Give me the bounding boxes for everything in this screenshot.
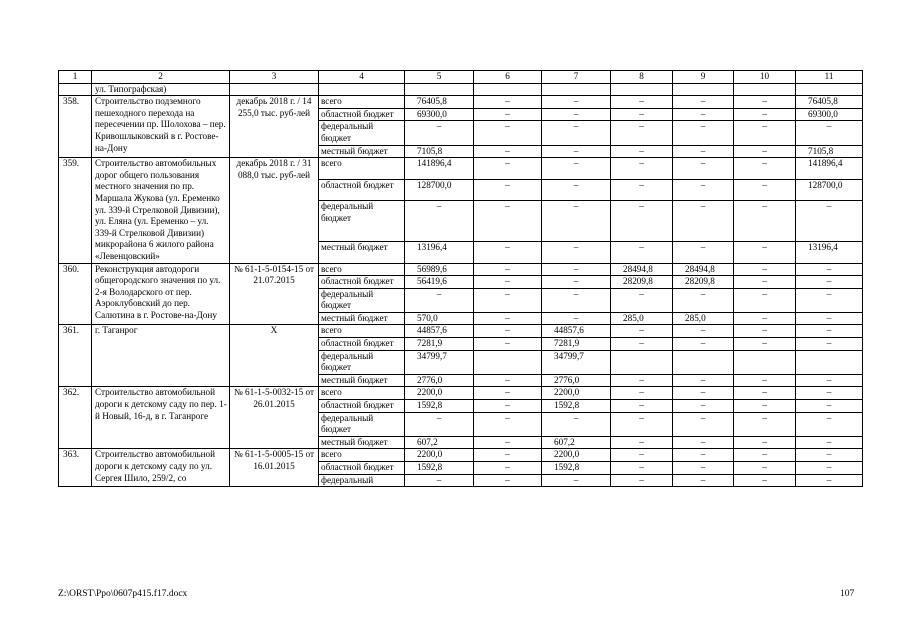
amount-cell: – (796, 400, 863, 413)
header-cell: 5 (405, 71, 474, 84)
amount-cell: – (796, 276, 863, 289)
amount-cell: 1592,8 (542, 400, 611, 413)
amount-cell: – (734, 462, 796, 475)
amount-cell (611, 350, 673, 374)
amount-cell: – (405, 288, 474, 312)
amount-cell: – (673, 400, 734, 413)
amount-cell: – (796, 436, 863, 449)
header-row (59, 71, 863, 84)
table-row (59, 158, 863, 179)
funding-source: местный бюджет (319, 374, 405, 387)
amount-cell: – (611, 387, 673, 400)
file-path: Z:\ORST\Ppo\0607p415.f17.docx (58, 589, 188, 599)
amount-cell: – (405, 474, 474, 487)
amount-cell: – (611, 436, 673, 449)
amount-cell: – (673, 374, 734, 387)
amount-cell: 7105,8 (405, 145, 474, 158)
amount-cell: – (796, 288, 863, 312)
amount-cell: – (673, 108, 734, 121)
row-number: 362. (59, 387, 92, 449)
amount-cell: – (796, 412, 863, 436)
amount-cell: 34799,7 (405, 350, 474, 374)
amount-cell: – (673, 288, 734, 312)
amount-cell: – (611, 338, 673, 351)
amount-cell: – (734, 242, 796, 263)
amount-cell: – (734, 400, 796, 413)
amount-cell: – (673, 387, 734, 400)
amount-cell: – (734, 387, 796, 400)
amount-cell: – (673, 338, 734, 351)
funding-source: всего (319, 263, 405, 276)
amount-cell: – (796, 449, 863, 462)
amount-cell: – (734, 412, 796, 436)
funding-source: всего (319, 387, 405, 400)
amount-cell: – (474, 96, 542, 109)
amount-cell: 28209,8 (673, 276, 734, 289)
amount-cell (673, 350, 734, 374)
amount-cell: – (734, 374, 796, 387)
amount-cell: 128700,0 (796, 179, 863, 200)
continuation-row (59, 83, 863, 96)
amount-cell: – (542, 96, 611, 109)
budget-table (58, 70, 863, 487)
amount-cell: – (474, 108, 542, 121)
amount-cell: – (474, 158, 542, 179)
row-number: 361. (59, 325, 92, 387)
amount-cell: – (673, 325, 734, 338)
amount-cell: – (542, 108, 611, 121)
amount-cell: – (611, 242, 673, 263)
row-number: 358. (59, 96, 92, 158)
amount-cell: – (474, 387, 542, 400)
header-cell: 6 (474, 71, 542, 84)
amount-cell: – (796, 387, 863, 400)
table-row (59, 263, 863, 276)
header-cell: 11 (796, 71, 863, 84)
amount-cell: – (611, 325, 673, 338)
amount-cell: – (542, 412, 611, 436)
amount-cell: – (611, 288, 673, 312)
amount-cell: – (734, 179, 796, 200)
amount-cell: 7105,8 (796, 145, 863, 158)
amount-cell: – (734, 108, 796, 121)
amount-cell: – (734, 121, 796, 145)
amount-cell: 570,0 (405, 312, 474, 325)
amount-cell: – (673, 449, 734, 462)
amount-cell: 285,0 (673, 312, 734, 325)
document-info: декабрь 2018 г. / 31 088,0 тыс. руб-лей (230, 158, 319, 263)
amount-cell: – (734, 200, 796, 241)
table-row (59, 387, 863, 400)
funding-source: федеральный бюджет (319, 200, 405, 241)
amount-cell: – (542, 263, 611, 276)
amount-cell: 2776,0 (542, 374, 611, 387)
amount-cell: – (474, 462, 542, 475)
amount-cell: 607,2 (405, 436, 474, 449)
funding-source: местный бюджет (319, 145, 405, 158)
amount-cell: – (474, 179, 542, 200)
amount-cell: – (611, 374, 673, 387)
amount-cell: 1592,8 (542, 462, 611, 475)
amount-cell: 13196,4 (796, 242, 863, 263)
amount-cell: 1592,8 (405, 462, 474, 475)
table-row (59, 325, 863, 338)
header-cell: 3 (230, 71, 319, 84)
amount-cell: – (611, 462, 673, 475)
funding-source: всего (319, 96, 405, 109)
funding-source: местный бюджет (319, 312, 405, 325)
amount-cell: 56989,6 (405, 263, 474, 276)
header-cell: 1 (59, 71, 92, 84)
amount-cell: – (796, 121, 863, 145)
amount-cell: – (673, 96, 734, 109)
amount-cell: – (611, 449, 673, 462)
header-cell: 9 (673, 71, 734, 84)
amount-cell: – (542, 145, 611, 158)
amount-cell: – (734, 449, 796, 462)
amount-cell: 7281,9 (405, 338, 474, 351)
header-cell: 10 (734, 71, 796, 84)
amount-cell: – (542, 242, 611, 263)
amount-cell: – (796, 263, 863, 276)
table-body (59, 71, 863, 487)
amount-cell: – (474, 338, 542, 351)
amount-cell: – (734, 474, 796, 487)
amount-cell: 69300,0 (796, 108, 863, 121)
amount-cell: 76405,8 (405, 96, 474, 109)
amount-cell: 141896,4 (796, 158, 863, 179)
amount-cell: 2200,0 (405, 387, 474, 400)
amount-cell: – (542, 158, 611, 179)
row-number: 363. (59, 449, 92, 487)
amount-cell: – (474, 400, 542, 413)
document-info: № 61-1-5-0154-15 от 21.07.2015 (230, 263, 319, 325)
amount-cell: – (673, 462, 734, 475)
header-cell: 7 (542, 71, 611, 84)
amount-cell: – (474, 449, 542, 462)
object-name: Строительство подземного пешеходного перехода на пересечении пр. Шолохова – пер. Кривошлыковский в г. Ростове-на-Дону (92, 96, 230, 158)
amount-cell: 7281,9 (542, 338, 611, 351)
header-cell: 4 (319, 71, 405, 84)
amount-cell: – (542, 474, 611, 487)
amount-cell: – (474, 374, 542, 387)
amount-cell: – (611, 108, 673, 121)
amount-cell: 44857,6 (542, 325, 611, 338)
amount-cell: 13196,4 (405, 242, 474, 263)
funding-source: областной бюджет (319, 338, 405, 351)
amount-cell: – (611, 158, 673, 179)
amount-cell: 607,2 (542, 436, 611, 449)
amount-cell: – (611, 200, 673, 241)
amount-cell: – (673, 436, 734, 449)
amount-cell: 2776,0 (405, 374, 474, 387)
amount-cell: – (796, 462, 863, 475)
table-row (59, 449, 863, 462)
amount-cell: 34799,7 (542, 350, 611, 374)
amount-cell: – (474, 145, 542, 158)
amount-cell: – (734, 338, 796, 351)
amount-cell: – (474, 263, 542, 276)
amount-cell: – (673, 412, 734, 436)
object-name: Реконструкция автодороги общегородского значения по ул. 2-я Володарского от пер. Аэроклубовский до пер. Салютина в г. Ростове-на-Дону (92, 263, 230, 325)
amount-cell: – (673, 145, 734, 158)
amount-cell: – (542, 276, 611, 289)
amount-cell: 2200,0 (405, 449, 474, 462)
funding-source: федеральный бюджет (319, 350, 405, 374)
amount-cell: – (673, 474, 734, 487)
header-cell: 8 (611, 71, 673, 84)
amount-cell: – (611, 121, 673, 145)
funding-source: федеральный бюджет (319, 412, 405, 436)
amount-cell: – (405, 200, 474, 241)
amount-cell: 128700,0 (405, 179, 474, 200)
amount-cell: – (796, 325, 863, 338)
amount-cell: – (474, 276, 542, 289)
amount-cell: 69300,0 (405, 108, 474, 121)
amount-cell: 56419,6 (405, 276, 474, 289)
object-name: Строительство автомобильной дороги к детскому саду по пер. 1-й Новый, 16-д, в г. Таганроге (92, 387, 230, 449)
amount-cell: – (673, 121, 734, 145)
amount-cell: – (734, 263, 796, 276)
funding-source: областной бюджет (319, 462, 405, 475)
amount-cell: – (474, 412, 542, 436)
amount-cell: – (673, 158, 734, 179)
funding-source: всего (319, 325, 405, 338)
funding-source: федеральный бюджет (319, 121, 405, 145)
amount-cell: – (734, 96, 796, 109)
document-info: декабрь 2018 г. / 14 255,0 тыс. руб-лей (230, 96, 319, 158)
amount-cell (796, 350, 863, 374)
page-number: 107 (840, 589, 855, 599)
amount-cell: 76405,8 (796, 96, 863, 109)
funding-source: всего (319, 449, 405, 462)
amount-cell: – (734, 436, 796, 449)
amount-cell: – (673, 242, 734, 263)
funding-source: областной бюджет (319, 179, 405, 200)
amount-cell: – (796, 312, 863, 325)
continuation-text: ул. Типографская) (92, 83, 230, 96)
object-name: Строительство автомобильной дороги к детскому саду по ул. Сергея Шило, 259/2, со (92, 449, 230, 487)
amount-cell: – (734, 158, 796, 179)
amount-cell: – (673, 179, 734, 200)
amount-cell: – (611, 96, 673, 109)
amount-cell: – (796, 474, 863, 487)
amount-cell: – (796, 200, 863, 241)
amount-cell: – (734, 288, 796, 312)
document-info: Х (230, 325, 319, 387)
funding-source: местный бюджет (319, 436, 405, 449)
amount-cell: – (542, 312, 611, 325)
amount-cell: 28494,8 (673, 263, 734, 276)
document-info: № 61-1-5-0032-15 от 26.01.2015 (230, 387, 319, 449)
amount-cell: – (474, 200, 542, 241)
funding-source: федеральный (319, 474, 405, 487)
amount-cell: – (796, 374, 863, 387)
amount-cell: – (611, 145, 673, 158)
amount-cell: 2200,0 (542, 387, 611, 400)
amount-cell: 28494,8 (611, 263, 673, 276)
amount-cell (474, 350, 542, 374)
amount-cell: 28209,8 (611, 276, 673, 289)
amount-cell: – (474, 325, 542, 338)
amount-cell: – (673, 200, 734, 241)
amount-cell: – (611, 400, 673, 413)
funding-source: областной бюджет (319, 400, 405, 413)
amount-cell: – (542, 200, 611, 241)
amount-cell: – (474, 474, 542, 487)
amount-cell (734, 350, 796, 374)
amount-cell: – (734, 276, 796, 289)
amount-cell: 2200,0 (542, 449, 611, 462)
amount-cell: – (542, 121, 611, 145)
amount-cell: 141896,4 (405, 158, 474, 179)
amount-cell: – (611, 412, 673, 436)
amount-cell: – (405, 412, 474, 436)
amount-cell: – (734, 325, 796, 338)
header-cell: 2 (92, 71, 230, 84)
amount-cell: – (474, 121, 542, 145)
object-name: г. Таганрог (92, 325, 230, 387)
amount-cell: – (474, 242, 542, 263)
amount-cell: – (611, 474, 673, 487)
funding-source: федеральный бюджет (319, 288, 405, 312)
amount-cell: 44857,6 (405, 325, 474, 338)
funding-source: местный бюджет (319, 242, 405, 263)
funding-source: всего (319, 158, 405, 179)
amount-cell: – (405, 121, 474, 145)
amount-cell: – (542, 288, 611, 312)
amount-cell: – (474, 436, 542, 449)
amount-cell: – (796, 338, 863, 351)
row-number: 359. (59, 158, 92, 263)
amount-cell: – (474, 288, 542, 312)
document-info: № 61-1-5-0005-15 от 16.01.2015 (230, 449, 319, 487)
amount-cell: – (542, 179, 611, 200)
amount-cell: – (734, 145, 796, 158)
row-number: 360. (59, 263, 92, 325)
object-name: Строительство автомобильных дорог общего пользования местного значения по пр. Маршала Жукова (ул. Еременко ул. 339-й Стрелковой Дивизии), ул. Еляна (ул. Еременко – ул. 339-й Стрелковой Дивизии) микрорайона 6 жилого района «Левенцовский» (92, 158, 230, 263)
table-row (59, 96, 863, 109)
funding-source: областной бюджет (319, 276, 405, 289)
amount-cell: – (734, 312, 796, 325)
amount-cell: 1592,8 (405, 400, 474, 413)
amount-cell: – (611, 179, 673, 200)
amount-cell: 285,0 (611, 312, 673, 325)
amount-cell: – (474, 312, 542, 325)
funding-source: областной бюджет (319, 108, 405, 121)
